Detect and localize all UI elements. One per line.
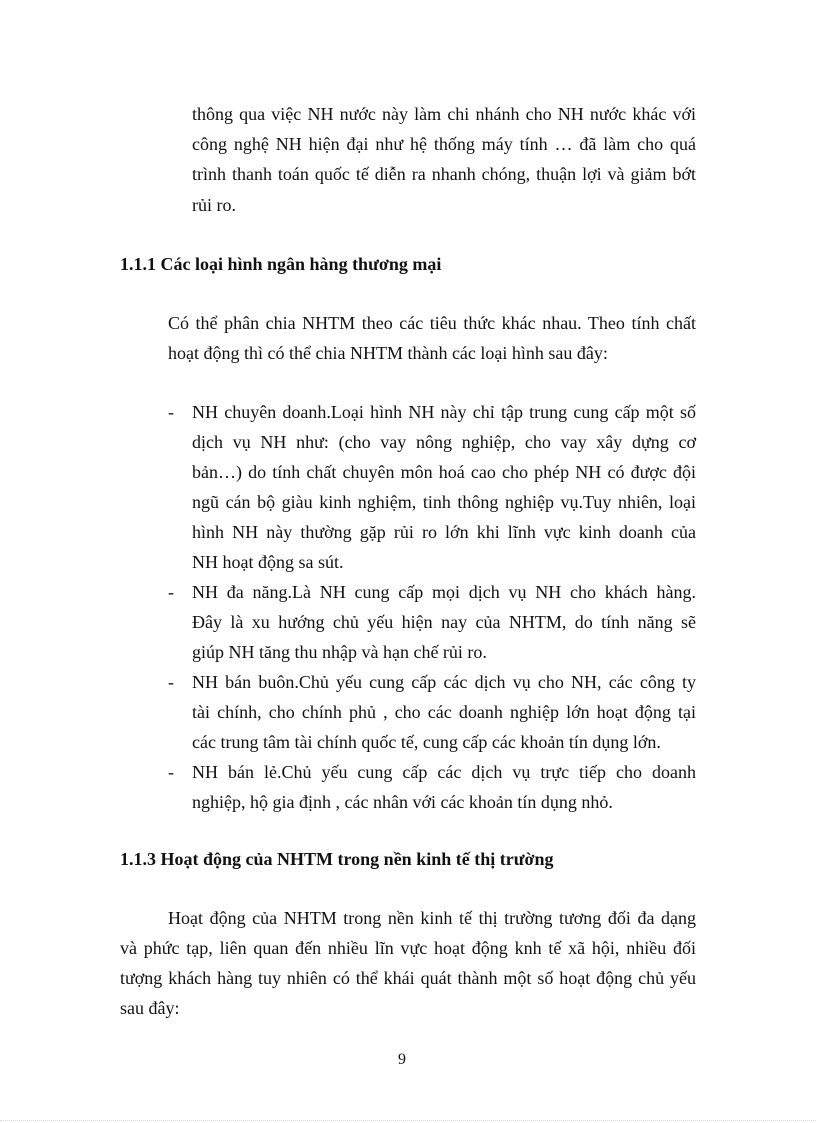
bullet-marker: - bbox=[168, 402, 174, 422]
bullet-1-line-5: hình NH này thường gặp rủi ro lớn khi lĩnh vực kinh doanh của bbox=[192, 522, 696, 542]
bullet-marker: - bbox=[168, 672, 174, 692]
section-113-line-3: tượng khách hàng tuy nhiên có thể khái quát thành một số hoạt động chủ yếu bbox=[120, 968, 696, 988]
bullet-1-line-6: NH hoạt động sa sút. bbox=[192, 552, 344, 572]
section-111-intro-line-1: Có thể phân chia NHTM theo các tiêu thức khác nhau. Theo tính chất bbox=[168, 313, 696, 333]
section-113-line-1: Hoạt động của NHTM trong nền kinh tế thị trường tương đối đa dạng bbox=[168, 908, 696, 928]
bullet-marker: - bbox=[168, 762, 174, 782]
bullet-1-line-4: ngũ cán bộ giàu kinh nghiệm, tinh thông nghiệp vụ.Tuy nhiên, loại bbox=[192, 492, 696, 512]
intro-line-4: rủi ro. bbox=[192, 195, 236, 215]
section-heading-1-1-1: 1.1.1 Các loại hình ngân hàng thương mại bbox=[120, 254, 442, 274]
bullet-1-line-1: NH chuyên doanh.Loại hình NH này chỉ tập trung cung cấp một số bbox=[192, 402, 696, 422]
section-113-line-2: và phức tạp, liên quan đến nhiều lĩn vực hoạt động knh tế xã hội, nhiều đối bbox=[120, 938, 696, 958]
bullet-marker: - bbox=[168, 582, 174, 602]
page-bottom-divider bbox=[0, 1120, 816, 1121]
bullet-1-line-2: dịch vụ NH như: (cho vay nông nghiệp, cho vay xây dựng cơ bbox=[192, 432, 696, 452]
intro-line-1: thông qua việc NH nước này làm chi nhánh cho NH nước khác với bbox=[192, 104, 696, 124]
section-113-line-4: sau đây: bbox=[120, 998, 180, 1018]
bullet-3-line-2: tài chính, cho chính phủ , cho các doanh nghiệp lớn hoạt động tại bbox=[192, 702, 696, 722]
section-111-intro-line-2: hoạt động thì có thể chia NHTM thành các loại hình sau đây: bbox=[168, 343, 608, 363]
bullet-2-line-1: NH đa năng.Là NH cung cấp mọi dịch vụ NH cho khách hàng. bbox=[192, 582, 696, 602]
bullet-2-line-3: giúp NH tăng thu nhập và hạn chế rủi ro. bbox=[192, 642, 487, 662]
bullet-2-line-2: Đây là xu hướng chủ yếu hiện nay của NHTM, do tính năng sẽ bbox=[192, 612, 696, 632]
bullet-1-line-3: bản…) do tính chất chuyên môn hoá cao cho phép NH có được đội bbox=[192, 462, 696, 482]
bullet-4-line-2: nghiệp, hộ gia định , các nhân với các khoản tín dụng nhỏ. bbox=[192, 792, 613, 812]
section-heading-1-1-3: 1.1.3 Hoạt động của NHTM trong nền kinh tế thị trường bbox=[120, 849, 554, 869]
intro-line-2: công nghệ NH hiện đại như hệ thống máy tính … đã làm cho quá bbox=[192, 134, 696, 154]
bullet-4-line-1: NH bán lẻ.Chủ yếu cung cấp các dịch vụ trực tiếp cho doanh bbox=[192, 762, 696, 782]
bullet-3-line-1: NH bán buôn.Chủ yếu cung cấp các dịch vụ cho NH, các công ty bbox=[192, 672, 696, 692]
bullet-3-line-3: các trung tâm tài chính quốc tế, cung cấp các khoản tín dụng lớn. bbox=[192, 732, 661, 752]
intro-line-3: trình thanh toán quốc tế diễn ra nhanh chóng, thuận lợi và giảm bớt bbox=[192, 164, 696, 184]
page-number: 9 bbox=[398, 1051, 406, 1068]
